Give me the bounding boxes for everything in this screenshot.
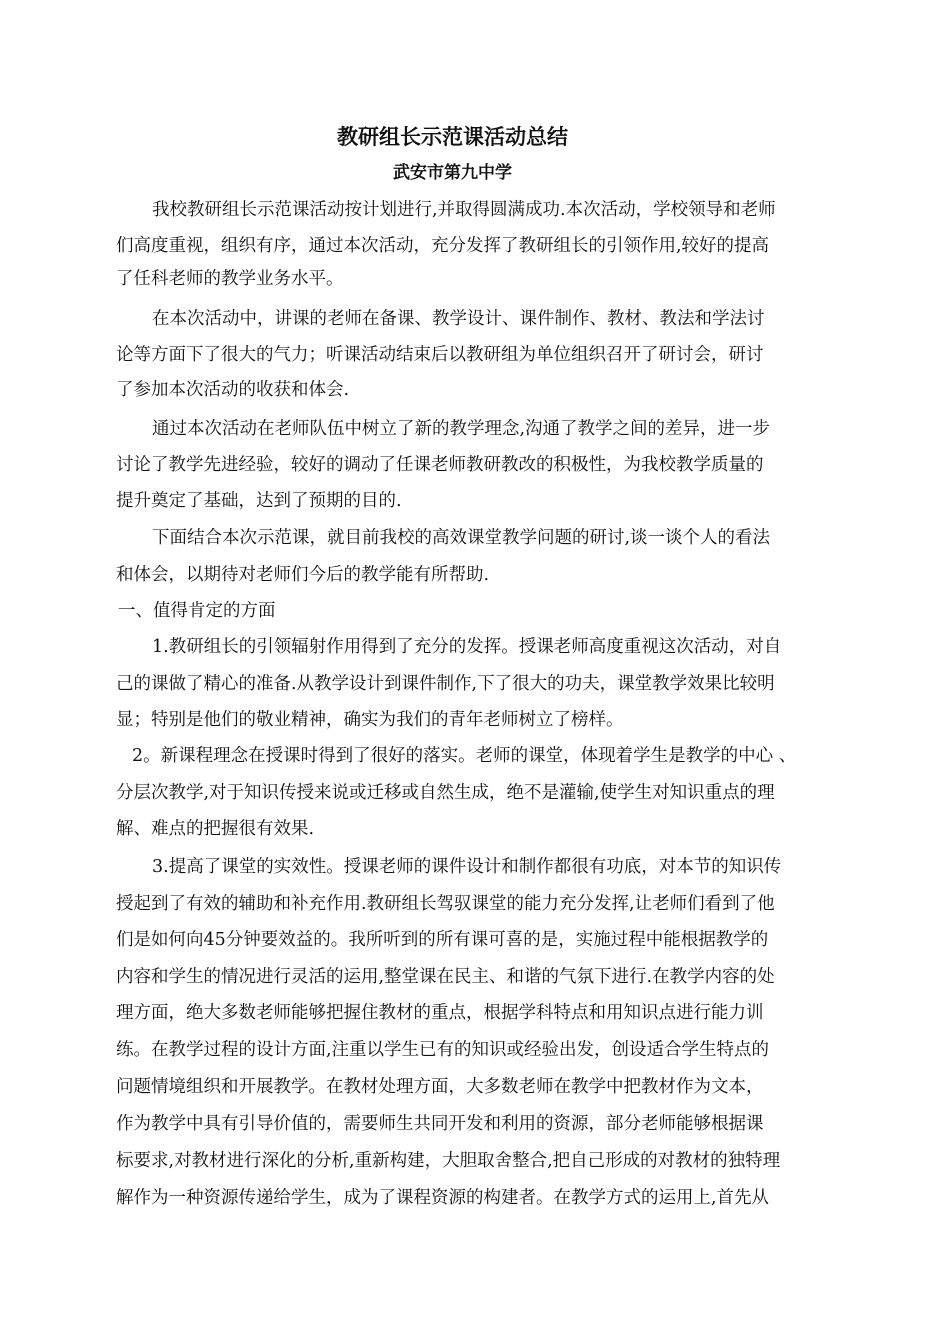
paragraph-line: 3.提高了课堂的实效性。授课老师的课件设计和制作都很有功底，对本节的知识传	[152, 857, 782, 877]
document-title: 教研组长示范课活动总结	[337, 124, 568, 149]
paragraph-line: 通过本次活动在老师队伍中树立了新的教学理念,沟通了教学之间的差异，进一步	[152, 419, 771, 439]
paragraph-line: 下面结合本次示范课，就目前我校的高效课堂教学问题的研讨,谈一谈个人的看法	[152, 528, 771, 548]
paragraph-line: 解作为一种资源传递给学生，成为了课程资源的构建者。在教学方式的运用上,首先从	[116, 1188, 770, 1208]
paragraph-line: 作为教学中具有引导价值的，需要师生共同开发和利用的资源，部分老师能够根据课	[116, 1114, 764, 1134]
paragraph-line: 论等方面下了很大的气力；听课活动结束后以教研组为单位组织召开了研讨会，研讨	[116, 345, 764, 365]
paragraph-line: 己的课做了精心的准备.从教学设计到课件制作,下了很大的功夫，课堂教学效果比较明	[116, 674, 775, 694]
paragraph-line: 讨论了教学先进经验，较好的调动了任课老师教研教改的积极性，为我校教学质量的	[116, 455, 764, 475]
paragraph-line: 在本次活动中，讲课的老师在备课、教学设计、课件制作、教材、教法和学法讨	[152, 309, 765, 329]
paragraph-line: 2。新课程理念在授课时得到了很好的落实。老师的课堂，体现着学生是教学的中心 、	[132, 746, 797, 766]
paragraph-line: 练。在教学过程的设计方面,注重以学生已有的知识或经验出发，创设适合学生特点的	[116, 1040, 770, 1060]
paragraph-line: 我校教研组长示范课活动按计划进行,并取得圆满成功.本次活动，学校领导和老师	[152, 200, 776, 220]
paragraph-line: 提升奠定了基础，达到了预期的目的.	[116, 491, 402, 511]
paragraph-line: 了参加本次活动的收获和体会.	[116, 380, 350, 400]
paragraph-line: 解、难点的把握很有效果.	[116, 819, 315, 839]
paragraph-line: 1.教研组长的引领辐射作用得到了充分的发挥。授课老师高度重视这次活动，对自	[152, 637, 782, 657]
paragraph-line: 理方面，绝大多数老师能够把握住教材的重点，根据学科特点和用知识点进行能力训	[116, 1003, 764, 1023]
paragraph-line: 内容和学生的情况进行灵活的运用,整堂课在民主、和谐的气氛下进行.在教学内容的处	[116, 967, 775, 987]
paragraph-line: 们是如何向45分钟要效益的。我所听到的所有课可喜的是，实施过程中能根据教学的	[116, 930, 769, 950]
paragraph-line: 显；特别是他们的敬业精神，确实为我们的青年老师树立了榜样。	[116, 710, 624, 730]
paragraph-line: 了任科老师的教学业务水平。	[116, 269, 344, 289]
section-heading: 一、值得肯定的方面	[118, 601, 276, 621]
paragraph-line: 分层次教学,对于知识传授来说或迁移或自然生成，绝不是灌输,使学生对知识重点的理	[116, 783, 775, 803]
paragraph-line: 问题情境组织和开展教学。在教材处理方面，大多数老师在教学中把教材作为文本，	[116, 1077, 764, 1097]
paragraph-line: 们高度重视，组织有序，通过本次活动，充分发挥了教研组长的引领作用,较好的提高	[116, 236, 770, 256]
document-subtitle: 武安市第九中学	[393, 163, 512, 183]
paragraph-line: 标要求,对教材进行深化的分析,重新构建，大胆取舍整合,把自己形成的对教材的独特理	[116, 1151, 781, 1171]
paragraph-line: 和体会，以期待对老师们今后的教学能有所帮助.	[116, 565, 490, 585]
paragraph-line: 授起到了有效的辅助和补充作用.教研组长驾驭课堂的能力充分发挥,让老师们看到了他	[116, 894, 775, 914]
